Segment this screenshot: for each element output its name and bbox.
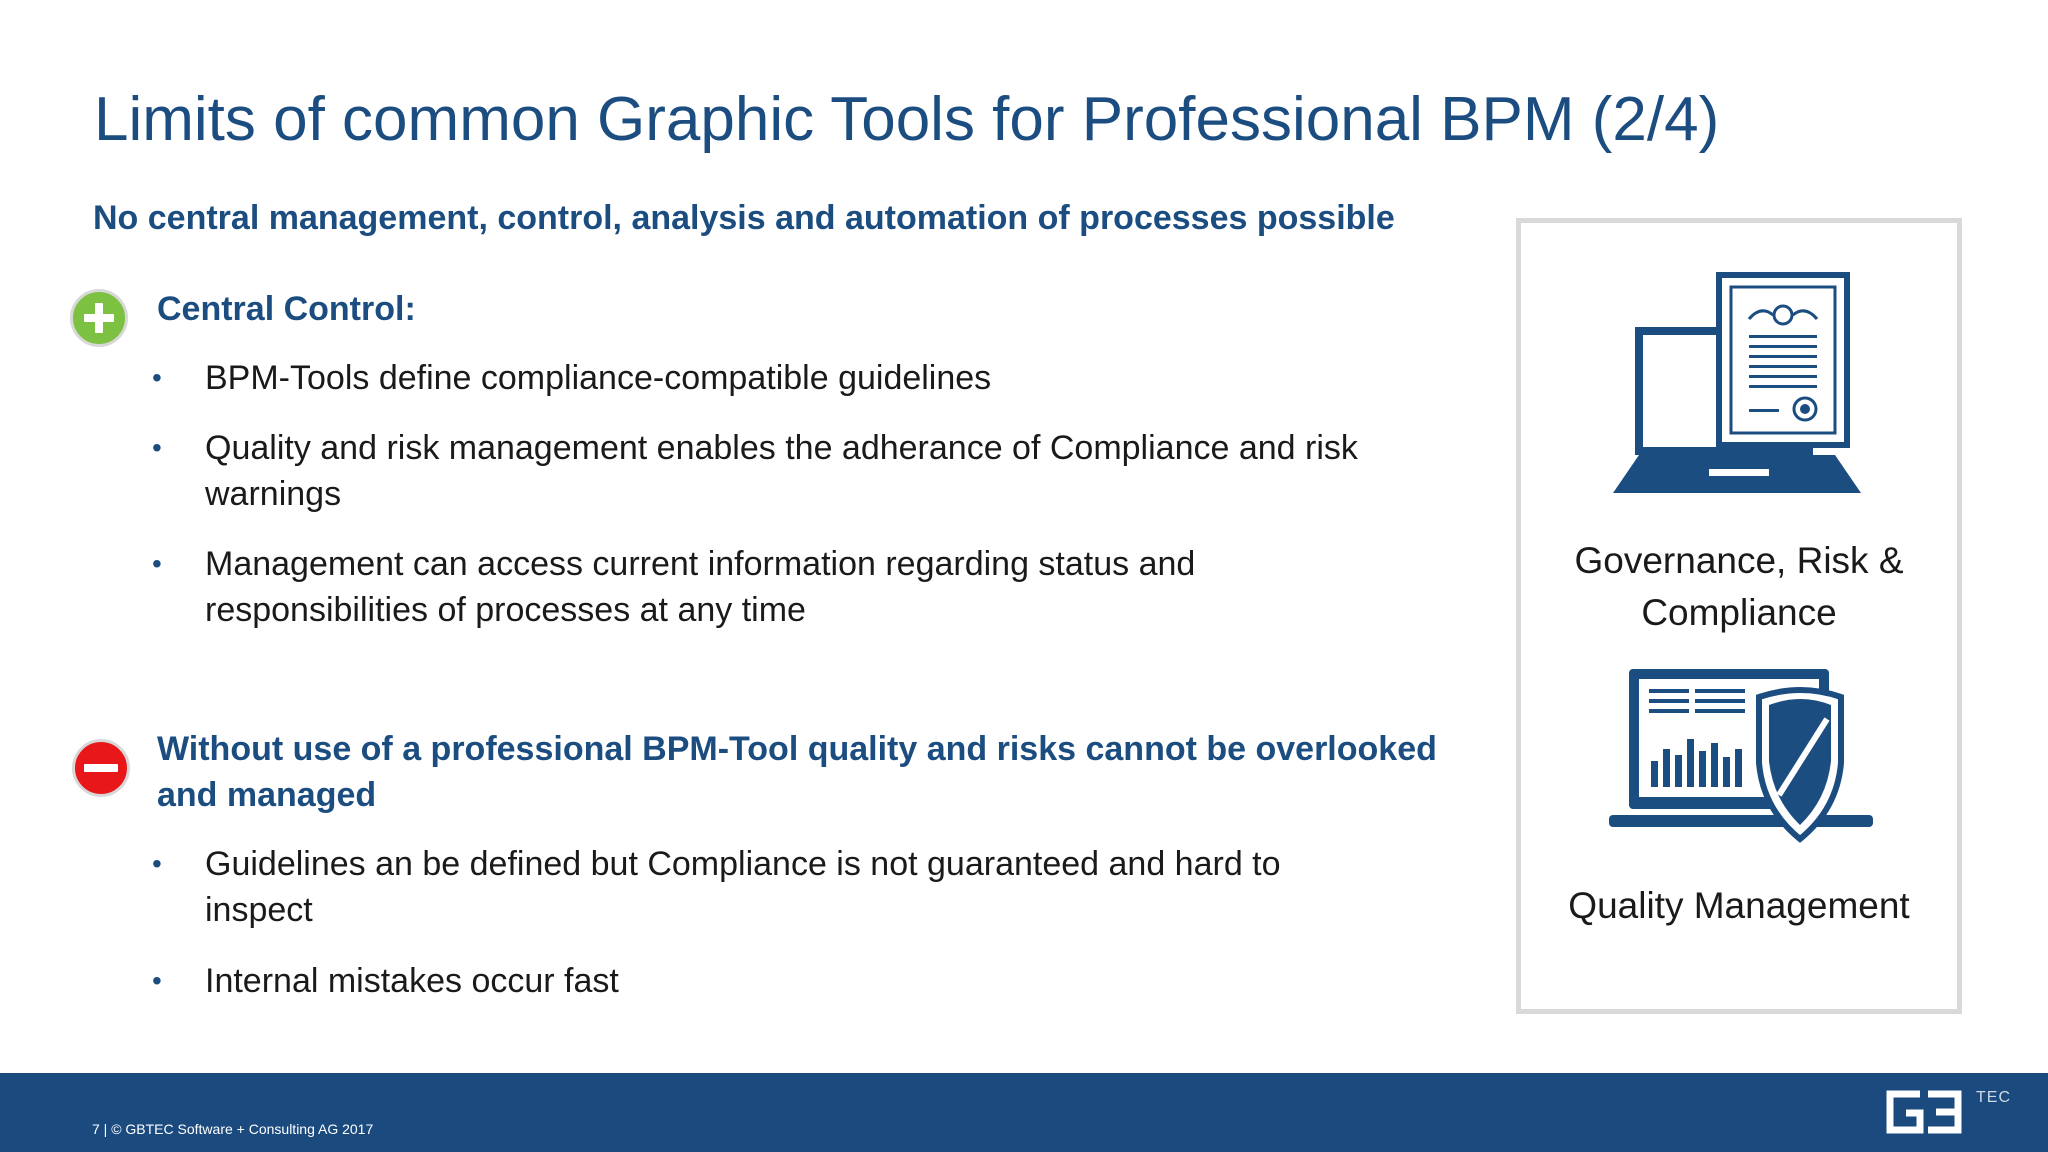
- bullet-icon: •: [152, 965, 162, 996]
- list-item: [152, 841, 1385, 933]
- list-item: [152, 355, 992, 401]
- minus-circle-icon: [72, 739, 130, 797]
- laptop-shield-chart-icon: [1605, 663, 1881, 852]
- gbtec-logo-icon: [1884, 1089, 1966, 1140]
- list-item: [152, 958, 619, 1004]
- governance-caption: Governance, Risk & Compliance: [1574, 540, 1904, 633]
- plus-circle-icon: [70, 289, 128, 347]
- bullet-icon: •: [152, 548, 162, 579]
- footer-bar: [0, 1073, 2048, 1152]
- central-control-heading: Central Control:: [157, 290, 416, 328]
- bullet-text: BPM-Tools define compliance-compatible guidelines: [205, 359, 992, 397]
- bullet-icon: •: [152, 362, 162, 393]
- quality-management-caption: Quality Management: [1568, 885, 1910, 926]
- without-bpm-heading: Without use of a professional BPM-Tool quality and risks cannot be overlooked and managed: [157, 730, 1437, 814]
- bullet-text: Management can access current information regarding status and responsibilities of processes at any time: [205, 545, 1196, 629]
- bullet-icon: •: [152, 432, 162, 463]
- bullet-text: Quality and risk management enables the adherance of Compliance and risk warnings: [205, 429, 1358, 513]
- bullet-text: Internal mistakes occur fast: [205, 962, 619, 1000]
- logo-suffix: TEC: [1976, 1089, 2011, 1106]
- list-item: [152, 541, 1285, 633]
- slide-title: Limits of common Graphic Tools for Professional BPM (2/4): [94, 85, 1720, 154]
- laptop-certificate-icon: [1609, 271, 1869, 508]
- footer-copyright: 7 | © GBTEC Software + Consulting AG 2017: [92, 1121, 374, 1137]
- illustration-panel: [1516, 218, 1962, 1014]
- slide-subtitle: No central management, control, analysis and automation of processes possible: [93, 199, 1395, 237]
- list-item: [152, 425, 1435, 517]
- bullet-icon: •: [152, 848, 162, 879]
- bullet-text: Guidelines an be defined but Compliance is not guaranteed and hard to inspect: [205, 845, 1281, 929]
